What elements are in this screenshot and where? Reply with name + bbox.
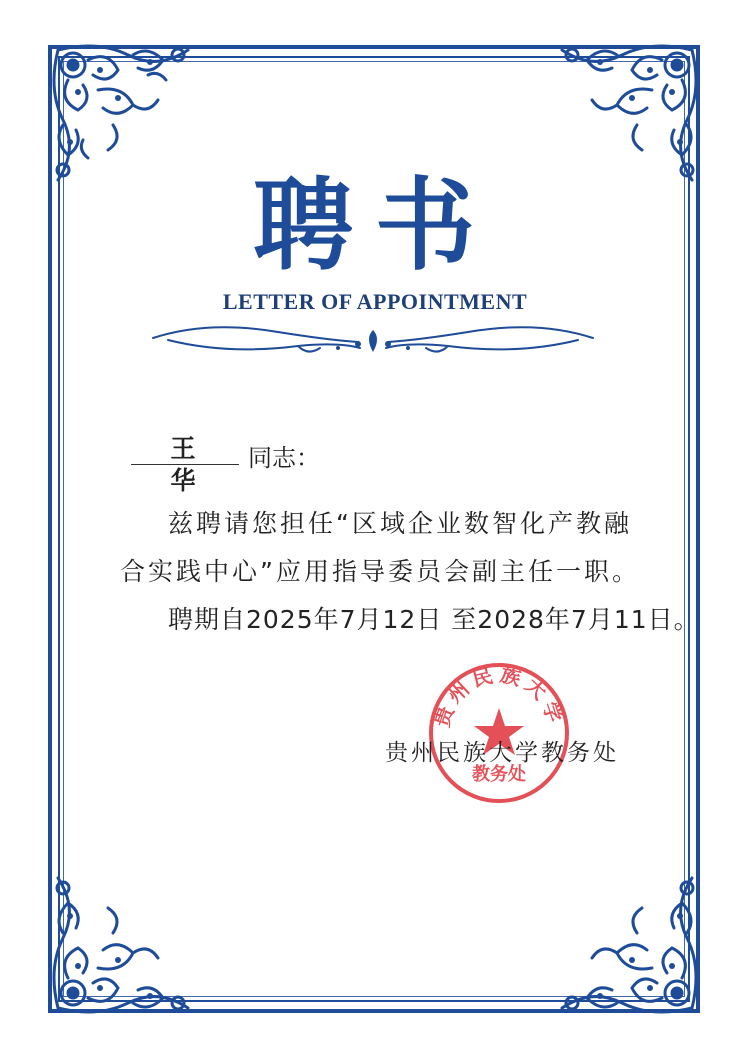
document-title: 聘书 [253, 166, 497, 284]
seal-ring-text: 贵州民族大学 [429, 662, 569, 730]
body-line-2: 合实践中心”应用指导委员会副主任一职。 [120, 557, 640, 586]
recipient-name: 王 华 [131, 433, 239, 465]
issuer-name: 贵州民族大学教务处 [385, 740, 619, 766]
seal-center-text: 教务处 [472, 764, 526, 785]
ornament-divider-icon [148, 320, 598, 360]
corner-ornament-icon [532, 848, 712, 1028]
salutation: 同志： [248, 444, 320, 472]
document-subtitle: LETTER OF APPOINTMENT [222, 289, 528, 314]
term-line: 聘期自2025年7月12日 至2028年7月11日。 [168, 605, 700, 634]
corner-ornament-icon [38, 848, 218, 1028]
body-line-1: 兹聘请您担任“区域企业数智化产教融 [168, 509, 632, 538]
official-seal [426, 660, 572, 806]
